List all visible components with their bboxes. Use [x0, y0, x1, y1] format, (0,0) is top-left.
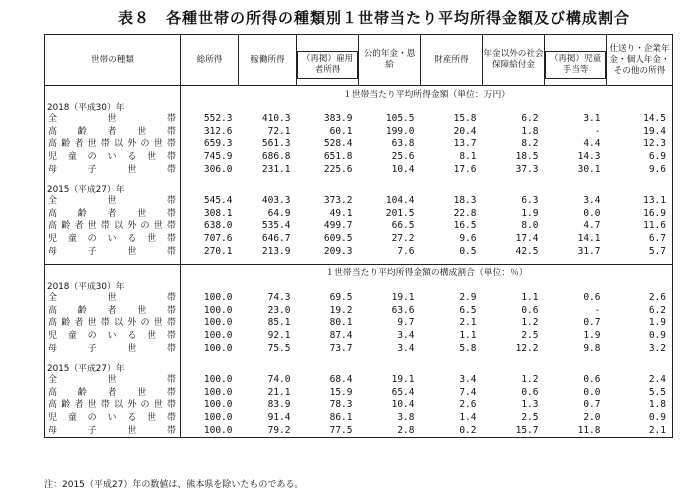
year-blank-cell [181, 279, 239, 292]
value-cell: 86.1 [329, 411, 353, 423]
value-cell: 4.4 [583, 138, 601, 150]
value-cell: 638.0 [203, 220, 233, 232]
value-cell: 3.4 [397, 342, 415, 354]
year-blank-cell [181, 361, 239, 374]
row-label-cell [45, 208, 181, 221]
table-row [45, 317, 673, 330]
section-banner-row [45, 264, 673, 279]
value-cell: 6.2 [521, 113, 539, 125]
value-cell: 5.8 [459, 342, 477, 354]
year-blank-cell [421, 361, 483, 374]
value-cell: 6.2 [607, 305, 673, 318]
year-row [45, 279, 673, 292]
year-blank-cell [607, 361, 673, 374]
value-cell: 100.0 [203, 317, 233, 329]
value-cell: 0.0 [583, 207, 601, 219]
table-row [45, 233, 673, 246]
row-label-cell [45, 138, 181, 151]
year-blank-cell [359, 182, 421, 195]
year-blank-cell [297, 182, 359, 195]
value-cell: 0.6 [521, 304, 539, 316]
value-cell: 21.1 [267, 386, 291, 398]
year-row [45, 182, 673, 195]
year-blank-cell [545, 279, 607, 292]
value-cell: 31.7 [577, 245, 601, 257]
year-blank-cell [483, 361, 545, 374]
value-cell: 745.9 [203, 151, 233, 163]
value-cell: 1.1 [459, 330, 477, 342]
value-cell: 3.4 [397, 330, 415, 342]
year-blank-cell [545, 182, 607, 195]
value-cell: 27.2 [391, 233, 415, 245]
table-row [45, 208, 673, 221]
year-blank-cell [607, 100, 673, 113]
value-cell: 100.0 [203, 386, 233, 398]
value-cell: 18.5 [515, 151, 539, 163]
row-label: 高齢者世帯以外の世帯 [48, 400, 176, 411]
value-cell: 609.5 [323, 233, 353, 245]
value-cell: 37.3 [515, 163, 539, 175]
value-cell: 17.6 [453, 163, 477, 175]
value-cell: 22.8 [453, 207, 477, 219]
value-cell: 83.9 [267, 399, 291, 411]
value-cell: 0.7 [583, 399, 601, 411]
row-label: 高齢者世帯以外の世帯 [48, 139, 176, 150]
value-cell: 545.4 [203, 195, 233, 207]
year-blank-cell [297, 279, 359, 292]
value-cell: 2.0 [583, 411, 601, 423]
value-cell: 13.7 [453, 138, 477, 150]
value-cell: 1.3 [521, 399, 539, 411]
row-label-cell [45, 399, 181, 412]
income-table [44, 34, 673, 438]
value-cell: 100.0 [181, 424, 239, 437]
row-label-cell [45, 317, 181, 330]
table-row [45, 412, 673, 425]
value-cell: 552.3 [203, 113, 233, 125]
value-cell: 19.4 [607, 126, 673, 139]
value-cell: 11.6 [607, 220, 673, 233]
value-cell: 72.1 [267, 125, 291, 137]
row-label: 全世帯 [48, 293, 176, 304]
value-cell: 14.1 [577, 233, 601, 245]
value-cell: 7.6 [397, 245, 415, 257]
value-cell: 12.3 [607, 138, 673, 151]
table-row [45, 195, 673, 208]
value-cell: 6.5 [459, 304, 477, 316]
value-cell: 561.3 [261, 138, 291, 150]
year-blank-cell [359, 361, 421, 374]
value-cell: 2.1 [607, 424, 673, 437]
year-label: 2018（平成30）年 [45, 100, 181, 113]
value-cell: 60.1 [329, 125, 353, 137]
value-cell: 104.4 [385, 195, 415, 207]
row-label-cell [45, 151, 181, 164]
value-cell: 659.3 [203, 138, 233, 150]
value-cell: 66.5 [391, 220, 415, 232]
value-cell: 1.1 [521, 292, 539, 304]
header-child-allowance [545, 35, 607, 86]
year-blank-cell [239, 182, 297, 195]
value-cell: 2.6 [459, 399, 477, 411]
value-cell: 1.9 [607, 317, 673, 330]
section-banner: １世帯当たり平均所得金額（単位：万円） [181, 86, 673, 101]
row-label-cell [45, 387, 181, 400]
year-blank-cell [297, 100, 359, 113]
year-label: 2015（平成27）年 [45, 182, 181, 195]
row-label: 高齢者世帯 [48, 208, 176, 219]
value-cell: 8.0 [521, 220, 539, 232]
table-row [45, 399, 673, 412]
table-row [45, 151, 673, 164]
header-property-income: 財産所得 [421, 35, 483, 86]
value-cell: 74.3 [267, 292, 291, 304]
value-cell: 64.9 [267, 207, 291, 219]
value-cell: 1.9 [583, 330, 601, 342]
value-cell: 68.4 [329, 374, 353, 386]
value-cell: 100.0 [203, 374, 233, 386]
value-cell: 646.7 [261, 233, 291, 245]
year-blank-cell [607, 182, 673, 195]
table-row [45, 342, 673, 355]
value-cell: 14.3 [577, 151, 601, 163]
value-cell: 5.7 [607, 245, 673, 258]
row-label: 母子世帯 [48, 246, 176, 257]
header-other-income: 仕送り・企業年金・個人年金・その他の所得 [607, 35, 673, 86]
value-cell: 9.6 [607, 163, 673, 176]
value-cell: 63.6 [391, 304, 415, 316]
value-cell: 213.9 [261, 245, 291, 257]
value-cell: 535.4 [261, 220, 291, 232]
value-cell: 15.9 [329, 386, 353, 398]
table-row [45, 305, 673, 318]
value-cell: 100.0 [203, 292, 233, 304]
value-cell: 15.8 [453, 113, 477, 125]
value-cell: 0.9 [607, 330, 673, 343]
value-cell: 18.3 [453, 195, 477, 207]
section-banner: １世帯当たり平均所得金額の構成割合（単位：％） [181, 264, 673, 279]
value-cell: 74.0 [267, 374, 291, 386]
value-cell: 0.9 [607, 412, 673, 425]
value-cell: 0.6 [583, 292, 601, 304]
table-row [45, 138, 673, 151]
header-public-pension: 公的年金・恩 給 [359, 35, 421, 86]
value-cell: 270.1 [203, 245, 233, 257]
value-cell: 100.0 [203, 342, 233, 354]
value-cell: 1.2 [521, 374, 539, 386]
value-cell: 19.1 [391, 374, 415, 386]
value-cell: 5.5 [607, 387, 673, 400]
value-cell: 528.4 [323, 138, 353, 150]
header-household-type: 世帯の種類 [45, 35, 181, 86]
year-row [45, 100, 673, 113]
year-label: 2018（平成30）年 [45, 279, 181, 292]
value-cell: 78.3 [329, 399, 353, 411]
value-cell: 1.8 [607, 399, 673, 412]
value-cell: 651.8 [323, 151, 353, 163]
value-cell: 1.2 [521, 317, 539, 329]
row-label-cell [45, 412, 181, 425]
value-cell: 0.0 [583, 386, 601, 398]
header-row [45, 35, 673, 86]
table-row [45, 126, 673, 139]
table-row [45, 163, 673, 176]
value-cell: 8.1 [459, 151, 477, 163]
value-cell: - [594, 304, 601, 316]
value-cell: - [594, 125, 601, 137]
value-cell: 77.5 [297, 424, 359, 437]
value-cell: 17.4 [515, 233, 539, 245]
value-cell: 0.2 [421, 424, 483, 437]
year-row [45, 361, 673, 374]
table-row [45, 220, 673, 233]
table-body [45, 86, 673, 438]
value-cell: 2.5 [521, 411, 539, 423]
table-row [45, 292, 673, 305]
footnote: 注：2015（平成27）年の数値は、熊本県を除いたものである。 [44, 480, 304, 490]
row-label-cell [45, 245, 181, 258]
value-cell: 9.8 [583, 342, 601, 354]
value-cell: 6.3 [521, 195, 539, 207]
header-child-allowance-label: （再掲）児童手当等 [545, 51, 606, 79]
value-cell: 9.7 [397, 317, 415, 329]
value-cell: 383.9 [323, 113, 353, 125]
year-blank-cell [297, 361, 359, 374]
value-cell: 14.5 [607, 113, 673, 126]
value-cell: 4.7 [583, 220, 601, 232]
year-blank-cell [545, 361, 607, 374]
year-blank-cell [421, 100, 483, 113]
row-label: 母子世帯 [48, 425, 176, 436]
banner-spacer [45, 86, 181, 101]
value-cell: 92.1 [267, 330, 291, 342]
table-title: 表８ 各種世帯の所得の種類別１世帯当たり平均所得金額及び構成割合 [118, 9, 631, 27]
row-label-cell [45, 330, 181, 343]
value-cell: 80.1 [329, 317, 353, 329]
value-cell: 25.6 [391, 151, 415, 163]
row-label: 高齢者世帯 [48, 387, 176, 398]
value-cell: 65.4 [391, 386, 415, 398]
row-label: 児童のいる世帯 [48, 152, 176, 163]
value-cell: 3.4 [459, 374, 477, 386]
value-cell: 69.5 [329, 292, 353, 304]
value-cell: 2.1 [459, 317, 477, 329]
value-cell: 225.6 [323, 163, 353, 175]
row-label: 母子世帯 [48, 343, 176, 354]
year-blank-cell [181, 182, 239, 195]
value-cell: 30.1 [577, 163, 601, 175]
value-cell: 11.8 [545, 424, 607, 437]
table-row [45, 374, 673, 387]
row-label: 全世帯 [48, 196, 176, 207]
value-cell: 686.8 [261, 151, 291, 163]
value-cell: 79.2 [239, 424, 297, 437]
value-cell: 231.1 [261, 163, 291, 175]
value-cell: 1.4 [459, 411, 477, 423]
value-cell: 199.0 [385, 125, 415, 137]
table-row [45, 424, 673, 437]
value-cell: 308.1 [203, 207, 233, 219]
value-cell: 3.4 [583, 195, 601, 207]
value-cell: 100.0 [203, 411, 233, 423]
value-cell: 87.4 [329, 330, 353, 342]
value-cell: 7.4 [459, 386, 477, 398]
year-blank-cell [239, 100, 297, 113]
row-label-cell [45, 424, 181, 437]
row-label: 母子世帯 [48, 164, 176, 175]
value-cell: 19.2 [329, 304, 353, 316]
year-blank-cell [483, 182, 545, 195]
value-cell: 91.4 [267, 411, 291, 423]
header-employee-income [297, 35, 359, 86]
row-label: 全世帯 [48, 375, 176, 386]
year-blank-cell [239, 361, 297, 374]
value-cell: 85.1 [267, 317, 291, 329]
year-blank-cell [239, 279, 297, 292]
year-blank-cell [545, 100, 607, 113]
year-blank-cell [421, 182, 483, 195]
value-cell: 3.2 [607, 342, 673, 355]
value-cell: 2.8 [359, 424, 421, 437]
year-blank-cell [359, 279, 421, 292]
value-cell: 9.6 [459, 233, 477, 245]
year-blank-cell [607, 279, 673, 292]
table-row [45, 245, 673, 258]
row-label-cell [45, 374, 181, 387]
value-cell: 10.4 [391, 399, 415, 411]
row-label-cell [45, 126, 181, 139]
value-cell: 16.5 [453, 220, 477, 232]
value-cell: 23.0 [267, 304, 291, 316]
value-cell: 0.7 [583, 317, 601, 329]
header-earned-income: 稼働所得 [239, 35, 297, 86]
value-cell: 100.0 [203, 330, 233, 342]
value-cell: 0.6 [521, 386, 539, 398]
table-row [45, 387, 673, 400]
row-label-cell [45, 292, 181, 305]
value-cell: 105.5 [385, 113, 415, 125]
row-label: 全世帯 [48, 114, 176, 125]
row-label: 児童のいる世帯 [48, 412, 176, 423]
value-cell: 19.1 [391, 292, 415, 304]
value-cell: 312.6 [203, 125, 233, 137]
value-cell: 12.2 [515, 342, 539, 354]
row-label-cell [45, 305, 181, 318]
value-cell: 49.1 [329, 207, 353, 219]
value-cell: 2.6 [607, 292, 673, 305]
value-cell: 3.1 [583, 113, 601, 125]
section-banner-row [45, 86, 673, 101]
value-cell: 306.0 [203, 163, 233, 175]
value-cell: 2.9 [459, 292, 477, 304]
value-cell: 3.8 [397, 411, 415, 423]
value-cell: 499.7 [323, 220, 353, 232]
value-cell: 10.4 [391, 163, 415, 175]
value-cell: 403.3 [261, 195, 291, 207]
value-cell: 6.9 [607, 151, 673, 164]
value-cell: 8.2 [521, 138, 539, 150]
year-blank-cell [483, 100, 545, 113]
banner-spacer [45, 264, 181, 279]
row-label-cell [45, 163, 181, 176]
value-cell: 1.9 [521, 207, 539, 219]
value-cell: 1.8 [521, 125, 539, 137]
year-label: 2015（平成27）年 [45, 361, 181, 374]
header-social-security: 年金以外の社会保障給付金 [483, 35, 545, 86]
row-label: 児童のいる世帯 [48, 331, 176, 342]
value-cell: 73.7 [329, 342, 353, 354]
row-label-cell [45, 342, 181, 355]
value-cell: 42.5 [515, 245, 539, 257]
row-label: 高齢者世帯以外の世帯 [48, 221, 176, 232]
table-row [45, 330, 673, 343]
value-cell: 2.5 [521, 330, 539, 342]
value-cell: 6.7 [607, 233, 673, 246]
value-cell: 2.4 [607, 374, 673, 387]
year-blank-cell [181, 100, 239, 113]
value-cell: 707.6 [203, 233, 233, 245]
row-label: 児童のいる世帯 [48, 234, 176, 245]
value-cell: 75.5 [267, 342, 291, 354]
row-label: 高齢者世帯 [48, 305, 176, 316]
value-cell: 100.0 [203, 399, 233, 411]
year-blank-cell [359, 100, 421, 113]
year-blank-cell [421, 279, 483, 292]
year-blank-cell [483, 279, 545, 292]
row-label: 高齢者世帯以外の世帯 [48, 318, 176, 329]
row-label-cell [45, 113, 181, 126]
value-cell: 410.3 [261, 113, 291, 125]
value-cell: 209.3 [323, 245, 353, 257]
value-cell: 0.5 [459, 245, 477, 257]
row-label-cell [45, 220, 181, 233]
header-employee-income-label: （再掲）雇用者所得 [297, 51, 358, 79]
row-label-cell [45, 195, 181, 208]
value-cell: 16.9 [607, 208, 673, 221]
value-cell: 15.7 [483, 424, 545, 437]
value-cell: 201.5 [385, 207, 415, 219]
value-cell: 63.8 [391, 138, 415, 150]
value-cell: 20.4 [453, 125, 477, 137]
header-total-income: 総所得 [181, 35, 239, 86]
table-row [45, 113, 673, 126]
value-cell: 100.0 [203, 304, 233, 316]
row-label-cell [45, 233, 181, 246]
value-cell: 13.1 [607, 195, 673, 208]
value-cell: 0.6 [583, 374, 601, 386]
value-cell: 373.2 [323, 195, 353, 207]
row-label: 高齢者世帯 [48, 126, 176, 137]
